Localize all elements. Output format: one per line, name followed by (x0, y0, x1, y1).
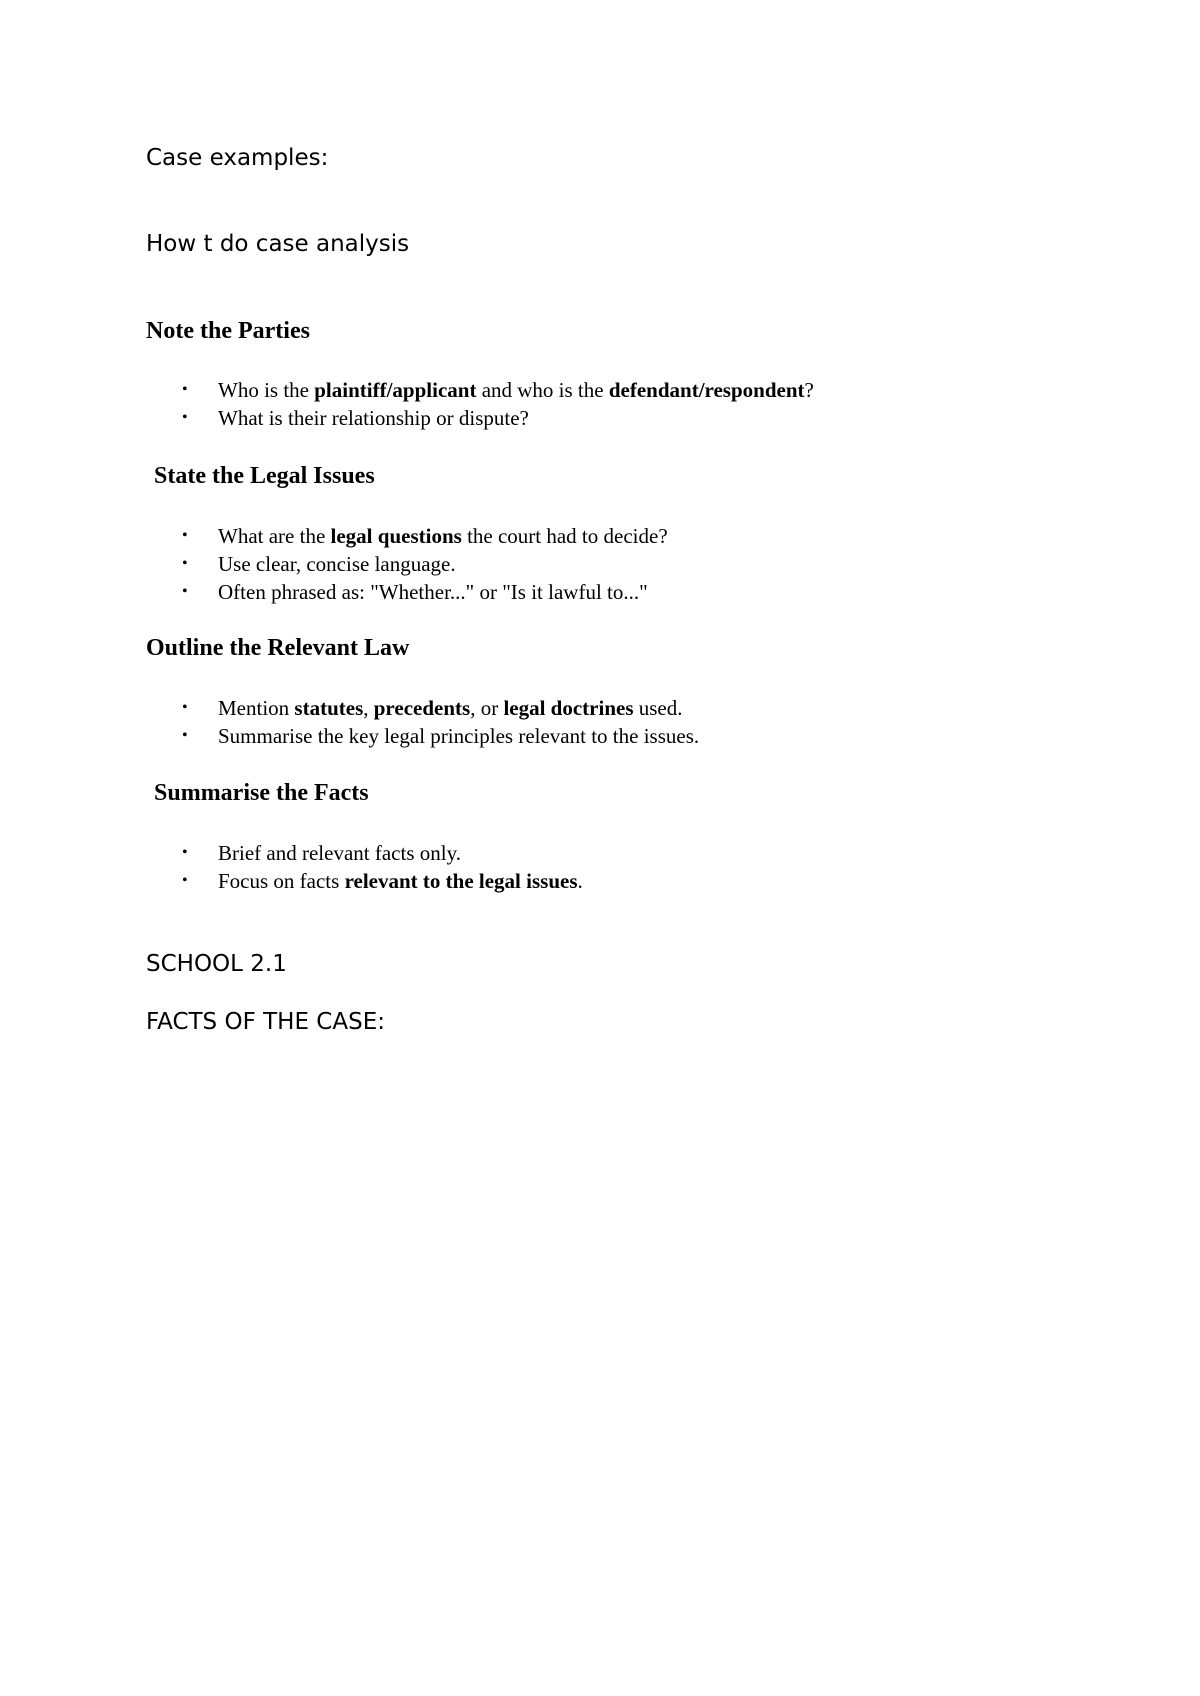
section-heading-parties: Note the Parties (146, 318, 310, 344)
bullet-icon: • (182, 381, 188, 398)
list-item: • Mention statutes, precedents, or legal doctrines used. (182, 696, 683, 720)
bullet-icon: • (182, 872, 188, 889)
document-title: Case examples: (146, 145, 329, 171)
list-item: • Summarise the key legal principles relevant to the issues. (182, 724, 700, 748)
bullet-icon: • (182, 555, 188, 572)
bullet-icon: • (182, 844, 188, 861)
bullet-icon: • (182, 727, 188, 744)
legal-issues-list (146, 522, 668, 606)
list-item: • Who is the plaintiff/applicant and who is the defendant/respondent? (182, 378, 814, 402)
list-item: • What are the legal questions the court had to decide? (182, 524, 668, 548)
list-item: • Focus on facts relevant to the legal issues. (182, 869, 583, 893)
relevant-law-list (146, 694, 699, 750)
bullet-icon: • (182, 409, 188, 426)
bullet-icon: • (182, 699, 188, 716)
section-heading-relevant-law: Outline the Relevant Law (146, 635, 410, 661)
list-item: • Brief and relevant facts only. (182, 841, 461, 865)
list-item: • Use clear, concise language. (182, 552, 456, 576)
facts-of-case-label: FACTS OF THE CASE: (146, 1009, 385, 1035)
facts-list (146, 839, 583, 895)
list-item: • Often phrased as: "Whether..." or "Is it lawful to..." (182, 580, 648, 604)
bullet-icon: • (182, 527, 188, 544)
bullet-icon: • (182, 583, 188, 600)
school-label: SCHOOL 2.1 (146, 951, 287, 977)
section-heading-legal-issues: State the Legal Issues (154, 463, 375, 489)
document-subtitle: How t do case analysis (146, 231, 410, 257)
parties-list (146, 376, 814, 432)
list-item: • What is their relationship or dispute? (182, 406, 529, 430)
section-heading-facts: Summarise the Facts (154, 780, 369, 806)
